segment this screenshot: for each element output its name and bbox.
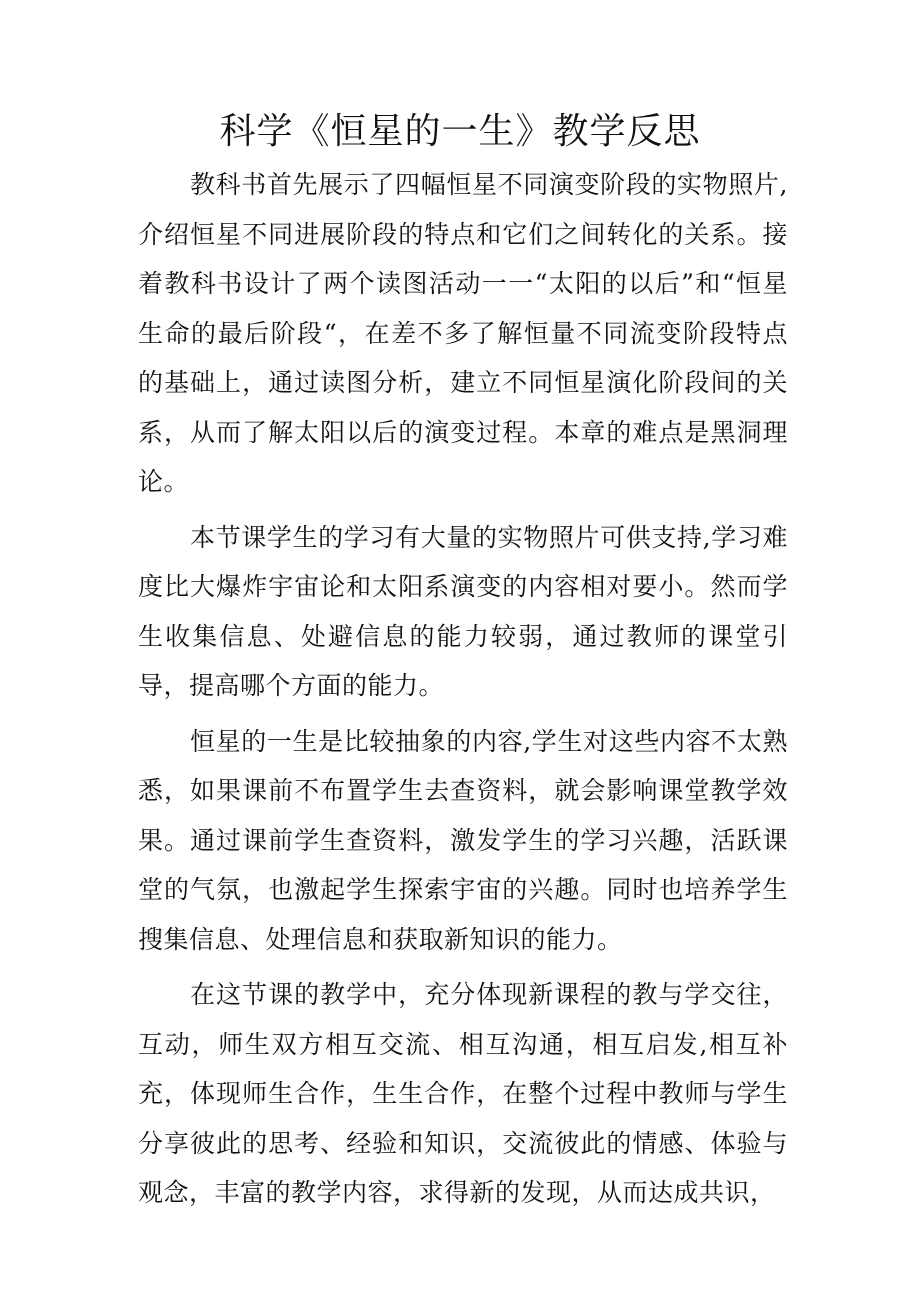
paragraph-4: 在这节课的教学中，充分体现新课程的教与学交往，互动，师生双方相互交流、相互沟通，相互启发,相互补充，体现师生合作，生生合作，在整个过程中教师与学生分享彼此的思考、经验和知识，交流彼此的情感、体验与观念，丰富的教学内容，求得新的发现，从而达成共识， [138, 980, 788, 1207]
paragraph-2: 本节课学生的学习有大量的实物照片可供支持,学习难度比大爆炸宇宙论和太阳系演变的内容相对要小。然而学生收集信息、处避信息的能力较弱，通过教师的课堂引导，提高哪个方面的能力。 [138, 522, 788, 700]
document-body [138, 160, 788, 1224]
paragraph-1: 教科书首先展示了四幅恒星不同演变阶段的实物照片,介绍恒星不同进展阶段的特点和它们之间转化的关系。接着教科书设计了两个读图活动一一“太阳的以后”和“恒星生命的最后阶段“，在差不多了解恒量不同流变阶段特点的基础上，通过读图分析，建立不同恒星演化阶段间的关系，从而了解太阳以后的演变过程。本章的难点是黑洞理论。 [138, 170, 788, 496]
paragraph-3: 恒星的一生是比较抽象的内容,学生对这些内容不太熟悉，如果课前不布置学生去查资料，就会影响课堂教学效果。通过课前学生查资料，激发学生的学习兴趣，活跃课堂的气氛，也激起学生探索宇宙的兴趣。同时也培养学生搜集信息、处理信息和获取新知识的能力。 [138, 726, 788, 954]
document-title: 科学《恒星的一生》教学反思 [219, 111, 701, 152]
